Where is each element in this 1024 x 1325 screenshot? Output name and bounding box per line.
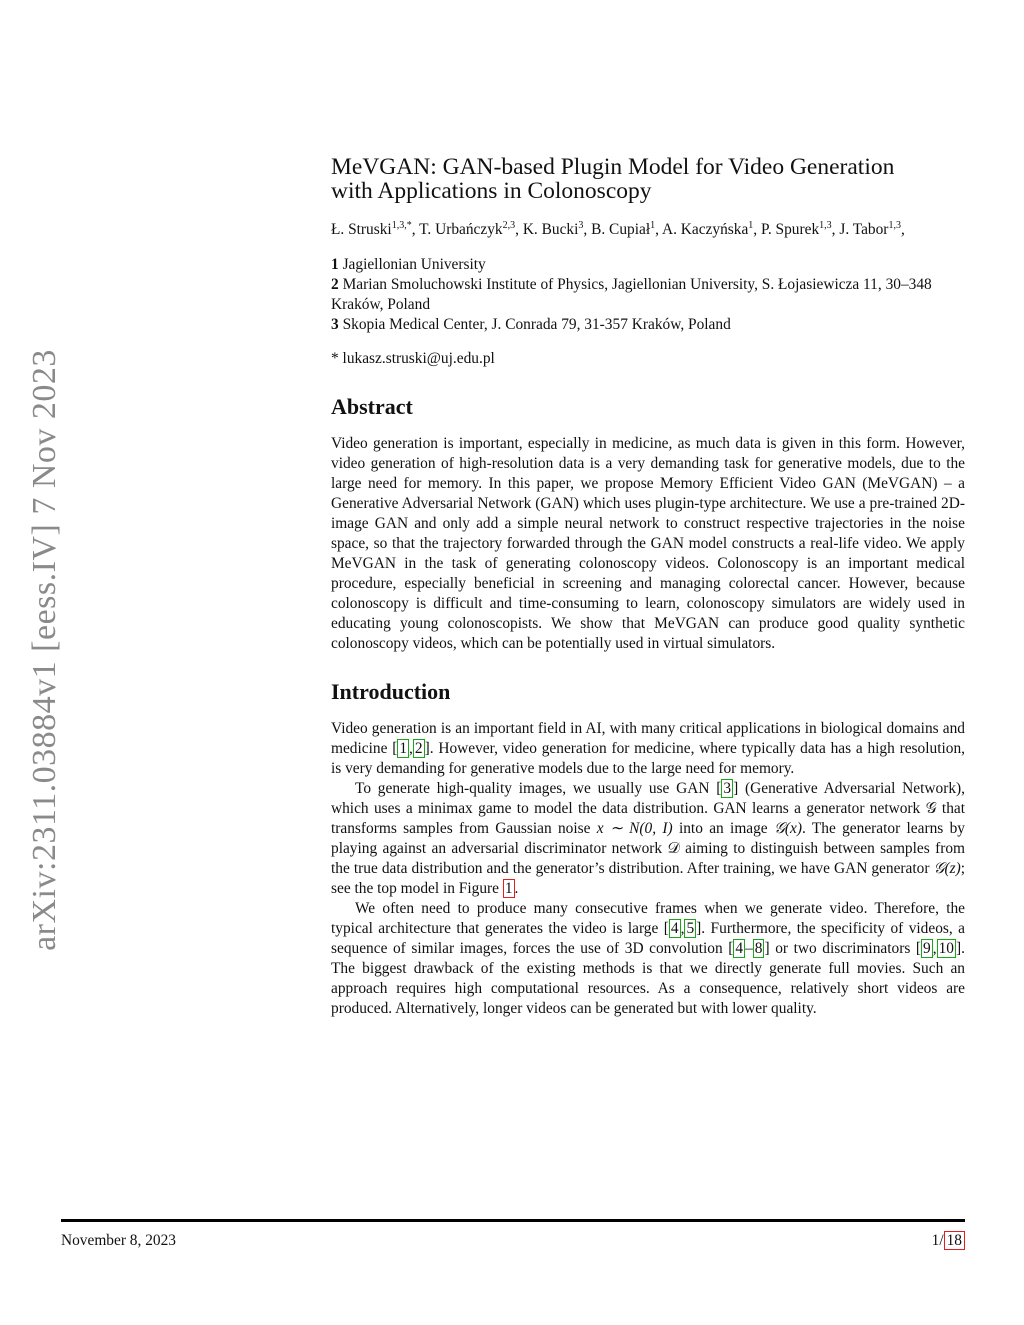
introduction-heading: Introduction	[331, 679, 451, 704]
text-run: . The generator learns by playing against an adversarial discriminator network 𝒟 aiming to distinguish between samples from the true data distribution and the generator’s distribution. After training, we have GAN generator	[331, 820, 965, 877]
title-line-2: with Applications in Colonoscopy	[331, 178, 652, 204]
author-sup: 1	[650, 219, 656, 231]
author-sup: 3	[578, 219, 584, 231]
author-list: Ł. Struski$^{1,3,*}$, T. Urbańczyk$^{2,3}$, K. Bucki$^3$, B. Cupiał$^1$, A. Kaczyńska$^1$, P. Spurek$^{1,3}$, J. Tabor$^{1,3}$,	[331, 219, 905, 238]
author: A. Kaczyńska	[661, 221, 749, 238]
math-expression: 𝒢(x)	[773, 820, 802, 837]
page-current: 1/	[931, 1232, 944, 1249]
citation-link[interactable]: 4	[670, 920, 679, 937]
author: Ł. Struski	[331, 221, 392, 238]
affiliation-text: Marian Smoluchowski Institute of Physics, Jagiellonian University, S. Łojasiewicza 11, 30–348 Kraków, Poland	[331, 276, 932, 313]
text-run: or two discriminators	[769, 940, 916, 957]
author: P. Spurek	[760, 221, 820, 238]
author-sup: 1	[748, 219, 754, 231]
author-sup: 1,3	[888, 219, 901, 231]
text-run: To generate high-quality images, we usually use GAN	[355, 780, 717, 797]
affiliation-item	[331, 255, 965, 275]
text-run: into an image	[672, 820, 774, 837]
affiliation-item	[331, 275, 965, 315]
citation-link[interactable]: 10	[938, 940, 954, 957]
citation-link[interactable]: 9	[923, 940, 931, 957]
paper-title	[331, 155, 965, 203]
intro-paragraph-1: Video generation is an important field in AI, with many critical applications in biological domains and medicine [ 1 , 2 ]. However, video generation for medicine, where typically data has a high resolution, is very demanding for generative models due to the large need for memory.	[331, 720, 965, 777]
text-run: Video generation is an important field in AI, with many critical applications in biological domains and medicine	[331, 720, 965, 757]
figure-link[interactable]: 1	[504, 880, 513, 897]
text-run: We often need to produce many consecutive frames when we generate video. Therefore, the typical architecture that generates the video is large	[331, 900, 965, 937]
citation-link[interactable]: 8	[754, 940, 763, 957]
affiliation-num: 1	[331, 256, 339, 273]
footer-page-number	[932, 1232, 965, 1250]
citation-link[interactable]: 1	[399, 740, 408, 757]
citation-link[interactable]: 5	[686, 920, 695, 937]
citation-link[interactable]: 4	[735, 940, 744, 957]
text-run: . Furthermore, the specificity of videos, a sequence of similar images, forces the use of 3D convolution	[331, 920, 965, 957]
abstract-heading: Abstract	[331, 394, 413, 419]
arxiv-identifier: arXiv:2311.03884v1 [eess.IV] 7 Nov 2023	[26, 349, 64, 951]
author-sup: 1,3,*	[391, 219, 412, 231]
affiliation-text: Jagiellonian University	[342, 256, 486, 273]
affiliation-item	[331, 315, 965, 335]
text-run: . However, video generation for medicine, where typically data has a high resolution, is very demanding for generative models due to the large need for memory.	[331, 740, 965, 777]
text-run: (Generative Adversarial Network), which uses a minimax game to model the data distribution. GAN learns a generator network 𝒢 that transforms samples from Gaussian noise	[331, 780, 965, 837]
author: B. Cupiał	[591, 221, 651, 238]
affiliation-text: Skopia Medical Center, J. Conrada 79, 31-357 Kraków, Poland	[342, 316, 731, 333]
total-pages-link[interactable]: 18	[944, 1231, 965, 1250]
paper-body	[331, 155, 965, 1019]
math-expression: x ∼ N(0, I)	[596, 820, 673, 837]
corresponding-email[interactable]: * lukasz.struski@uj.edu.pl	[331, 350, 495, 367]
author: T. Urbańczyk	[419, 221, 503, 238]
footer-rule	[61, 1219, 965, 1222]
author-sup: 1,3	[819, 219, 832, 231]
affiliation-num: 3	[331, 316, 339, 333]
abstract-text: Video generation is important, especially in medicine, as much data is given in this form. However, video generation of high-resolution data is a very demanding task for generative models, due to the large need for memory. In this paper, we propose Memory Efficient Video GAN (MeVGAN) – a Generative Adversarial Network (GAN) which uses plugin-type architecture. We use a pre-trained 2D-image GAN and only add a simple neural network to construct respective trajectories in the noise space, so that the trajectory forwarded through the GAN model constructs a real-life video. We apply MeVGAN in the task of generating colonoscopy videos. Colonoscopy is an important medical procedure, especially beneficial in screening and managing colorectal cancer. However, because colonoscopy is difficult and time-consuming to learn, colonoscopy simulators are widely used in educating young colonoscopists. We show that MeVGAN can produce good quality synthetic colonoscopy videos, which can be potentially used in virtual simulators.	[331, 435, 965, 652]
author: K. Bucki	[522, 221, 579, 238]
math-expression: 𝒢(z)	[933, 860, 961, 877]
author-sup: 2,3	[502, 219, 516, 231]
text-run: ; see the top model in Figure	[331, 860, 965, 897]
arxiv-side-stamp	[22, 349, 68, 951]
intro-paragraph-3: We often need to produce many consecutive frames when we generate video. Therefore, the typical architecture that generates the video is large [ 4 , 5 ]. Furthermore, the specificity of videos, a sequence of similar images, forces the use of 3D convolution [ 4 – 8 ] or two discriminators [ 9 , 10 ]. The biggest drawback of the existing methods is that we directly generate full movies. Such an approach requires high computational resources. As a consequence, relatively short videos are produced. Alternatively, longer videos can be generated but with lower quality.	[331, 900, 965, 1017]
footer-date: November 8, 2023	[61, 1232, 176, 1249]
text-run: . The biggest drawback of the existing methods is that we directly generate full movies. Such an approach requires high computational resources. As a consequence, relatively short videos are produced. Alternatively, longer videos can be generated but with lower quality.	[331, 940, 965, 1017]
title-line-1: MeVGAN: GAN-based Plugin Model for Video Generation	[331, 154, 895, 180]
citation-link[interactable]: 2	[414, 740, 423, 757]
affiliation-list	[331, 255, 965, 335]
author: J. Tabor	[839, 221, 889, 238]
citation-link[interactable]: 3	[723, 780, 732, 797]
affiliation-num: 2	[331, 276, 339, 293]
text-run: .	[514, 880, 519, 897]
intro-paragraph-2: To generate high-quality images, we usually use GAN [ 3 ] (Generative Adversarial Network), which uses a minimax game to model the data distribution. GAN learns a generator network 𝒢 that transforms samples from Gaussian noise x ∼ N(0, I) into an image 𝒢(x). The generator learns by playing against an adversarial discriminator network 𝒟 aiming to distinguish between samples from the true data distribution and the generator’s distribution. After training, we have GAN generator 𝒢(z); see the top model in Figure 1 .	[331, 780, 965, 897]
